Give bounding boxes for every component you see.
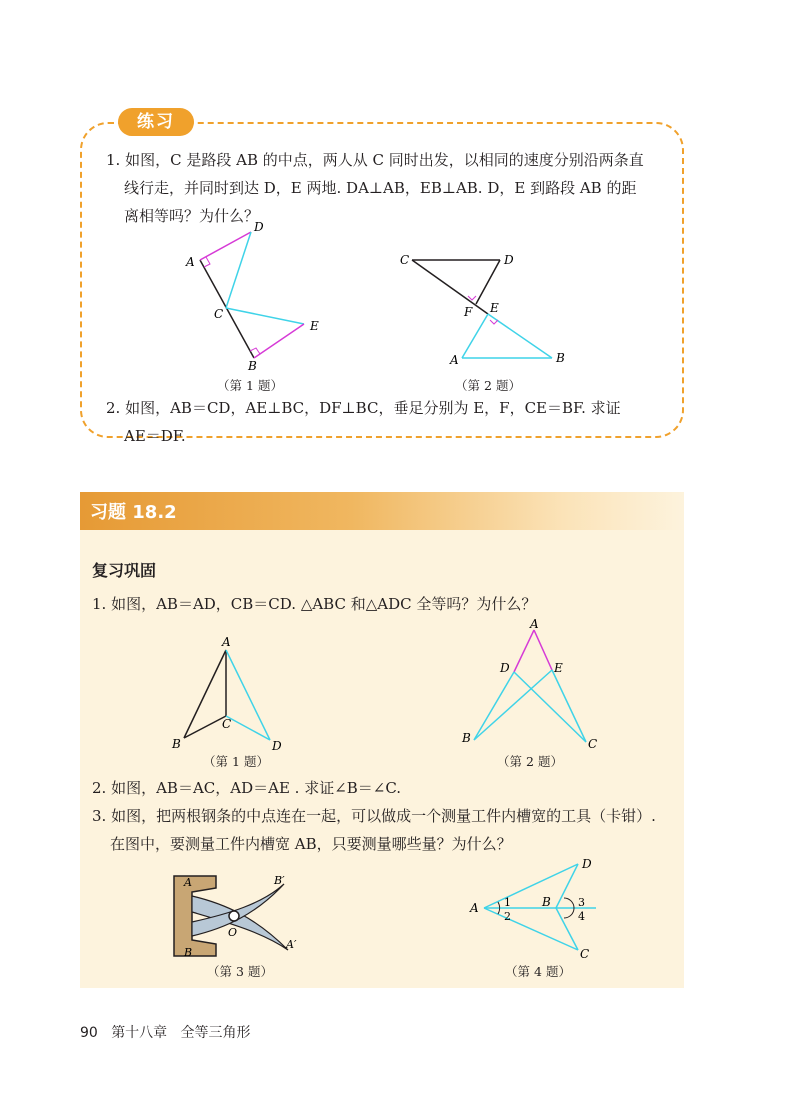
exercise-figure-2 — [456, 616, 606, 754]
exercise-figure-1 — [166, 632, 296, 754]
segment-DC — [514, 672, 586, 742]
pivot-O — [229, 911, 239, 921]
figure-caption: （第 1 题） — [217, 378, 283, 393]
segment-AE — [462, 314, 488, 358]
question-text-line: AE＝DF. — [124, 427, 186, 445]
question-text-line: 如图，AB＝CD，AE⊥BC，DF⊥BC，垂足分别为 E，F，CE＝BF. 求证 — [125, 399, 621, 417]
point-label-D: D — [272, 739, 282, 753]
question-text-line: 如图，AB＝AD，CB＝CD. △ABC 和△ADC 全等吗？为什么？ — [111, 595, 537, 613]
segment-DB — [474, 672, 514, 740]
segment-CE — [226, 308, 304, 324]
point-label-B-prime: B′ — [274, 874, 285, 887]
angle-label-2: 2 — [504, 910, 511, 923]
point-label-C: C — [400, 253, 410, 267]
segment-DF — [476, 260, 500, 304]
right-angle-mark-F — [468, 296, 476, 300]
point-label-B: B — [542, 895, 551, 909]
point-label-E: E — [554, 661, 563, 675]
angle-label-1: 1 — [504, 896, 511, 909]
point-label-A-prime: A′ — [286, 938, 297, 951]
exercise-figure-4 — [462, 854, 612, 960]
question-text-line: 如图，C 是路段 AB 的中点，两人从 C 同时出发，以相同的速度分别沿两条直 — [125, 151, 644, 169]
question-text-line: 离相等吗？为什么？ — [124, 207, 260, 225]
segment-CB-upper — [412, 260, 488, 314]
figure-caption: （第 4 题） — [505, 964, 571, 979]
right-angle-mark-E — [490, 320, 498, 324]
question-number: 3. — [92, 807, 107, 825]
question-number: 1. — [92, 595, 107, 613]
point-label-A: A — [186, 255, 195, 269]
segment-AB — [200, 260, 254, 358]
exercise-question-1 — [92, 590, 672, 618]
question-number: 2. — [92, 779, 107, 797]
point-label-D: D — [504, 253, 514, 267]
figure-caption: （第 2 题） — [497, 754, 563, 769]
question-number: 2. — [106, 399, 121, 417]
point-label-B: B — [462, 731, 471, 745]
point-label-C: C — [214, 307, 224, 321]
point-label-E: E — [310, 319, 319, 333]
segment-BE — [474, 670, 552, 740]
right-angle-mark-A — [204, 257, 210, 267]
point-label-B: B — [248, 359, 257, 373]
segment-AB — [184, 650, 226, 738]
exercise-question-2 — [92, 774, 672, 802]
point-label-F: F — [464, 305, 473, 319]
chapter-title: 全等三角形 — [180, 1025, 251, 1041]
point-label-C: C — [222, 717, 232, 731]
point-label-E: E — [490, 301, 499, 315]
figure-caption: （第 1 题） — [203, 754, 269, 769]
question-text-line: 如图，AB＝AC，AD＝AE . 求证∠B＝∠C. — [111, 779, 402, 797]
point-label-A: A — [222, 635, 231, 649]
practice-figure-2 — [396, 246, 576, 372]
point-label-D: D — [254, 220, 264, 234]
point-label-C: C — [580, 947, 590, 960]
exercise-figure-3 — [166, 870, 316, 962]
practice-tag: 练习 — [118, 108, 194, 136]
segment-AD — [514, 630, 534, 672]
segment-AD — [484, 864, 578, 908]
segment-BC — [184, 716, 226, 738]
segment-AC — [484, 908, 578, 950]
point-label-B: B — [184, 946, 193, 959]
practice-question-2 — [106, 394, 676, 450]
point-label-O: O — [228, 926, 238, 939]
angle-label-3: 3 — [578, 896, 585, 909]
point-label-D: D — [582, 857, 592, 871]
point-label-B: B — [556, 351, 565, 365]
point-label-D: D — [500, 661, 510, 675]
angle-label-4: 4 — [578, 910, 585, 923]
segment-BD — [556, 864, 578, 908]
section-title: 复习巩固 — [92, 561, 157, 580]
point-label-A: A — [530, 617, 539, 631]
page-number: 90 — [80, 1025, 98, 1041]
point-label-B: B — [172, 737, 181, 751]
question-text-line: 线行走，并同时到达 D，E 两地. DA⊥AB，EB⊥AB. D，E 到路段 AB 的距 — [124, 179, 637, 197]
question-text-line: 如图，把两根钢条的中点连在一起，可以做成一个测量工件内槽宽的工具（卡钳）. — [111, 807, 656, 825]
chapter-label: 第十八章 — [111, 1025, 168, 1041]
segment-BC — [556, 908, 578, 950]
point-label-A: A — [450, 353, 459, 367]
practice-figure-1 — [180, 218, 340, 374]
segment-AD — [226, 650, 270, 740]
segment-EC — [552, 670, 586, 742]
segment-EB — [254, 324, 304, 358]
exercise-question-3 — [92, 802, 678, 858]
question-number: 1. — [106, 151, 121, 169]
segment-AE — [534, 630, 552, 670]
figure-caption: （第 3 题） — [207, 964, 273, 979]
exercise-title: 习题 18.2 — [90, 502, 177, 523]
point-label-A: A — [470, 901, 479, 915]
point-label-C: C — [588, 737, 598, 751]
page-footer — [80, 1022, 251, 1042]
point-label-A: A — [184, 876, 192, 889]
question-text-line: 在图中，要测量工件内槽宽 AB，只要测量哪些量？为什么？ — [110, 835, 512, 853]
figure-caption: （第 2 题） — [455, 378, 521, 393]
